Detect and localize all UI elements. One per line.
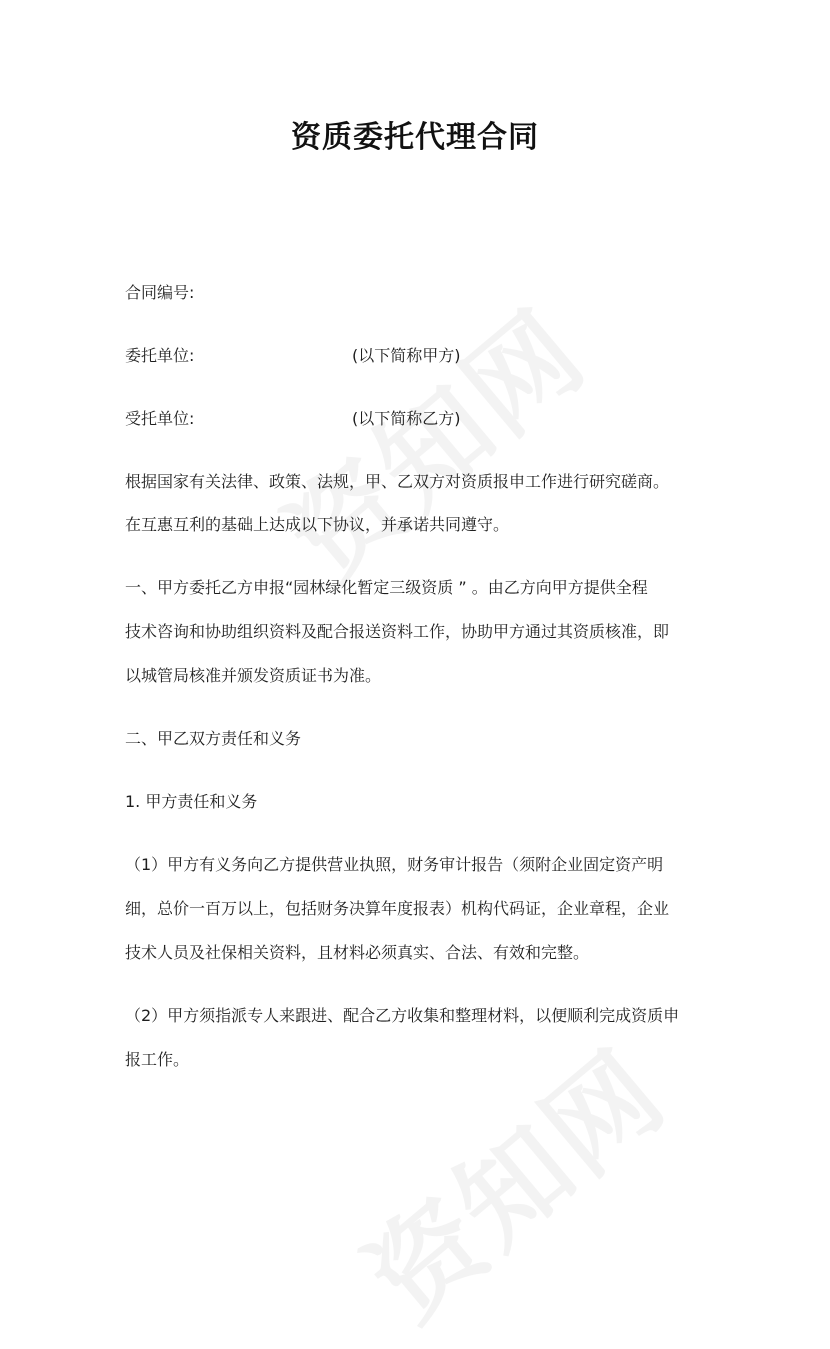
section1-line: 一、甲方委托乙方申报“园林绿化暂定三级资质 ” 。由乙方向甲方提供全程	[125, 578, 648, 597]
contract-number-label: 合同编号:	[125, 283, 195, 302]
section1-line: 以城管局核准并颁发资质证书为准。	[125, 666, 382, 685]
watermark	[329, 1009, 693, 1349]
item1-line: （1）甲方有义务向乙方提供营业执照，财务审计报告（须附企业固定资产明	[125, 855, 664, 874]
section1-line: 技术咨询和协助组织资料及配合报送资料工作，协助甲方通过其资质核准，即	[125, 622, 670, 641]
subsection1-heading: 1. 甲方责任和义务	[125, 792, 258, 811]
client-note: (以下简称甲方)	[352, 346, 461, 365]
document-title: 资质委托代理合同	[291, 120, 539, 155]
item1-line: 技术人员及社保相关资料，且材料必须真实、合法、有效和完整。	[125, 943, 590, 962]
agent-note: (以下简称乙方)	[352, 409, 461, 428]
watermark	[249, 269, 613, 610]
intro-line: 在互惠互利的基础上达成以下协议，并承诺共同遵守。	[125, 515, 510, 534]
section2-heading: 二、甲乙双方责任和义务	[125, 729, 302, 748]
intro-line: 根据国家有关法律、政策、法规，甲、乙双方对资质报申工作进行研究磋商。	[125, 472, 670, 491]
client-label: 委托单位:	[125, 346, 195, 365]
item2-line: 报工作。	[125, 1050, 190, 1069]
item1-line: 细，总价一百万以上，包括财务决算年度报表）机构代码证，企业章程，企业	[125, 899, 670, 918]
item2-line: （2）甲方须指派专人来跟进、配合乙方收集和整理材料，以便顺利完成资质申	[125, 1006, 680, 1025]
agent-label: 受托单位:	[125, 409, 195, 428]
